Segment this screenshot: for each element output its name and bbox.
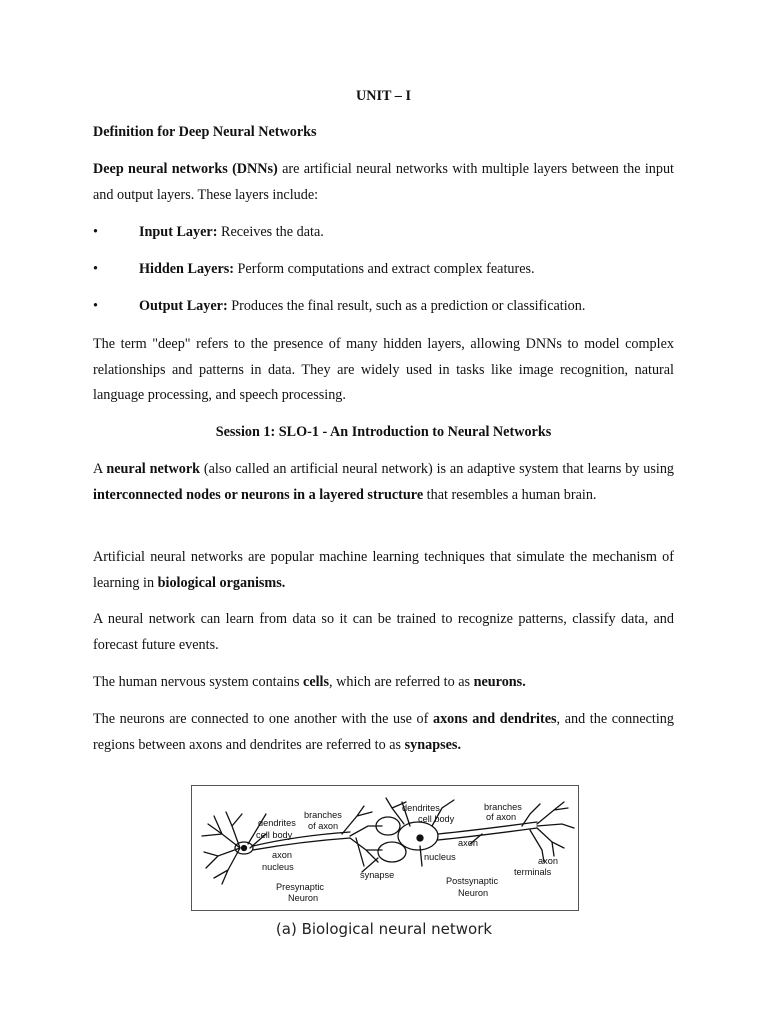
synapse-label: synapse: [360, 870, 395, 880]
neuron-diagram: [192, 786, 578, 910]
axon-right-label: axon: [458, 838, 478, 848]
dnn-intro-paragraph: Deep neural networks (DNNs) are artificial neural networks with multiple layers between the input and output layers. These layers include:: [93, 161, 674, 203]
branches-right-label-1: branches: [484, 802, 522, 812]
postsynaptic-label-2: Neuron: [458, 888, 489, 898]
axons-paragraph: The neurons are connected to one another with the use of axons and dendrites, and the connecting regions between axons and dendrites are referred to as synapses.: [93, 711, 674, 753]
branches-right-label-2: of axon: [486, 812, 517, 822]
neural-network-paragraph: A neural network (also called an artificial neural network) is an adaptive system that learns by using interconnected nodes or neurons in a layered structure that resembles a human brain.: [93, 461, 675, 503]
postsynaptic-label-1: Postsynaptic: [446, 876, 499, 886]
learn-paragraph: A neural network can learn from data so it can be trained to recognize patterns, classify data, and forecast future events.: [93, 611, 674, 653]
axon-left-label: axon: [272, 850, 292, 860]
cells-paragraph: The human nervous system contains cells, which are referred to as neurons.: [93, 674, 526, 690]
branches-left-label-1: branches: [304, 810, 342, 820]
axon-terminals-label-2: terminals: [514, 867, 552, 877]
cell-body-left-label: cell body: [256, 830, 293, 840]
deep-paragraph: The term "deep" refers to the presence of many hidden layers, allowing DNNs to model complex relationships and patterns in data. They are widely used in tasks like image recognition, natural language processing, and speech processing.: [93, 336, 674, 403]
dendrites-left-label: dendrites: [258, 818, 296, 828]
ann-paragraph: Artificial neural networks are popular machine learning techniques that simulate the mechanism of learning in biological organisms.: [93, 549, 674, 591]
dendrites-right-label: dendrites: [402, 803, 440, 813]
definition-heading: Definition for Deep Neural Networks: [93, 124, 317, 140]
nucleus-left-label: nucleus: [262, 862, 294, 872]
session-heading: Session 1: SLO-1 - An Introduction to Neural Networks: [215, 424, 552, 440]
biological-neuron-figure: [191, 785, 579, 911]
axon-terminals-label-1: axon: [538, 856, 558, 866]
unit-title: UNIT – I: [356, 88, 411, 104]
cell-body-right-label: cell body: [418, 814, 455, 824]
branches-left-label-2: of axon: [308, 821, 339, 831]
nucleus-right-label: nucleus: [424, 852, 456, 862]
presynaptic-label-1: Presynaptic: [276, 882, 325, 892]
figure-caption: (a) Biological neural network: [275, 920, 493, 938]
presynaptic-label-2: Neuron: [288, 893, 319, 903]
